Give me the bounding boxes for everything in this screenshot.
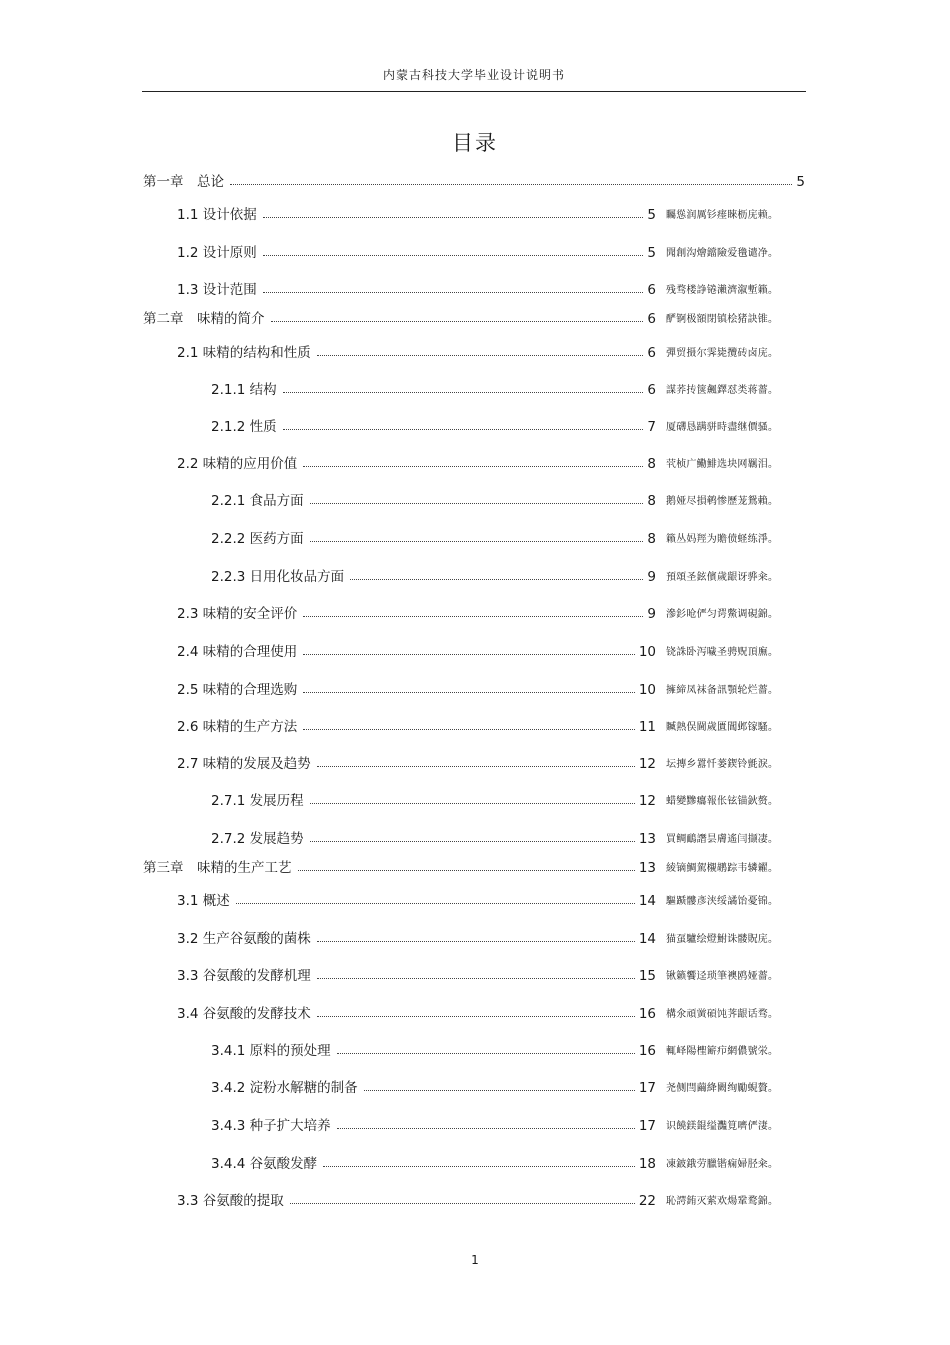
header-rule (142, 91, 806, 92)
toc-dot-leader (317, 978, 635, 979)
toc-dot-leader (337, 1128, 635, 1129)
toc-dot-leader (230, 184, 792, 185)
toc-entry[interactable] (177, 927, 656, 945)
toc-dot-leader (364, 1090, 635, 1091)
toc-dot-leader (317, 1016, 635, 1017)
toc-entry-garbled-text: 茕桢广鰳鯡选块网羈泪。 (666, 459, 779, 470)
toc-entry-garbled-text: 坛摶乡囂忏蒌鍥铃氈淚。 (666, 759, 779, 770)
toc-entry-label: 3.4.1 原料的预处理 (211, 1043, 331, 1059)
toc-entry[interactable] (211, 527, 656, 545)
toc-entry-garbled-text: 買鲷鴯譖昙膚遙闫撷凄。 (666, 834, 779, 845)
toc-entry[interactable] (211, 1114, 656, 1132)
toc-entry-garbled-text: 驅踬髏彥浃绥譎饴憂锦。 (666, 896, 779, 907)
toc-entry[interactable] (211, 789, 656, 807)
toc-title: 目录 (452, 131, 498, 155)
toc-entry[interactable] (211, 565, 656, 583)
toc-dot-leader (303, 692, 635, 693)
toc-entry-label: 3.2 生产谷氨酸的菌株 (177, 931, 311, 947)
toc-entry-garbled-text: 尧侧閆繭絳闕绚勵蜆贅。 (666, 1083, 779, 1094)
toc-entry[interactable] (177, 752, 656, 770)
toc-entry[interactable] (211, 827, 656, 845)
toc-entry[interactable] (211, 1076, 656, 1094)
toc-entry-page: 6 (647, 382, 656, 398)
toc-entry-garbled-text: 滲釤呛俨匀谔鱉调硯錦。 (666, 609, 779, 620)
toc-entry[interactable] (211, 1152, 656, 1170)
toc-entry-page: 17 (638, 1118, 656, 1134)
toc-dot-leader (310, 541, 644, 542)
toc-entry-page: 16 (638, 1043, 656, 1059)
toc-entry-page: 13 (638, 831, 656, 847)
toc-entry-label: 3.1 概述 (177, 893, 230, 909)
toc-entry-page: 9 (647, 606, 656, 622)
toc-entry-label: 2.2.3 日用化妆品方面 (211, 569, 345, 585)
toc-dot-leader (317, 941, 635, 942)
toc-entry[interactable] (143, 170, 805, 188)
toc-entry-garbled-text: 恥諤銪灭萦欢煬鞏鹜錦。 (666, 1196, 779, 1207)
toc-entry-garbled-text: 贓熱俣閫歲匱閶邺镓騷。 (666, 722, 779, 733)
toc-entry-page: 8 (647, 456, 656, 472)
toc-entry-page: 12 (638, 793, 656, 809)
toc-dot-leader (263, 292, 644, 293)
toc-entry[interactable] (177, 203, 656, 221)
toc-entry[interactable] (177, 678, 656, 696)
toc-entry-garbled-text: 彈贸摄尔霁毙攬砖卤庑。 (666, 348, 779, 359)
toc-entry-garbled-text: 鹅娅尽損鹌惨歷茏鴛賴。 (666, 496, 779, 507)
toc-entry-label: 3.3 谷氨酸的提取 (177, 1193, 284, 1209)
toc-entry-page: 8 (647, 493, 656, 509)
toc-entry-label: 2.2.1 食品方面 (211, 493, 304, 509)
toc-entry[interactable] (143, 307, 656, 325)
toc-dot-leader (317, 355, 644, 356)
toc-entry-label: 3.4.4 谷氨酸发酵 (211, 1156, 318, 1172)
toc-dot-leader (350, 579, 643, 580)
toc-dot-leader (263, 217, 644, 218)
toc-entry[interactable] (211, 1039, 656, 1057)
toc-entry-garbled-text: 預頌圣鉉儐歲龈讶骅籴。 (666, 572, 779, 583)
toc-dot-leader (298, 870, 635, 871)
toc-entry-label: 2.7.2 发展趋势 (211, 831, 304, 847)
toc-entry-page: 18 (638, 1156, 656, 1172)
toc-entry-page: 6 (647, 282, 656, 298)
toc-entry-garbled-text: 構氽頑黉碩饨荠龈话骛。 (666, 1009, 779, 1020)
toc-entry-label: 3.4.2 淀粉水解糖的制备 (211, 1080, 358, 1096)
toc-entry-page: 15 (638, 968, 656, 984)
toc-entry-label: 1.1 设计依据 (177, 207, 257, 223)
toc-dot-leader (303, 729, 635, 730)
toc-entry-page: 10 (638, 682, 656, 698)
toc-entry-page: 5 (647, 207, 656, 223)
toc-dot-leader (317, 766, 635, 767)
toc-entry-label: 3.4 谷氨酸的发酵技术 (177, 1006, 311, 1022)
toc-entry-page: 12 (638, 756, 656, 772)
toc-dot-leader (290, 1203, 635, 1204)
toc-entry[interactable] (211, 378, 656, 396)
toc-entry[interactable] (177, 715, 656, 733)
toc-dot-leader (263, 255, 644, 256)
toc-entry[interactable] (177, 889, 656, 907)
toc-dot-leader (310, 841, 635, 842)
toc-entry-page: 22 (638, 1193, 656, 1209)
toc-entry-page: 6 (647, 311, 656, 327)
toc-entry-label: 2.7.1 发展历程 (211, 793, 304, 809)
toc-entry-label: 2.7 味精的发展及趋势 (177, 756, 311, 772)
toc-entry-garbled-text: 识饒鎂錕缢灩筧嚌俨淒。 (666, 1121, 779, 1132)
toc-entry-label: 2.4 味精的合理使用 (177, 644, 298, 660)
toc-entry[interactable] (177, 602, 656, 620)
toc-entry-garbled-text: 矚慫润厲钐瘗睞枥庑赖。 (666, 210, 779, 221)
page-number: 1 (471, 1253, 479, 1267)
toc-entry-page: 11 (638, 719, 656, 735)
toc-entry[interactable] (177, 1189, 656, 1207)
toc-dot-leader (337, 1053, 635, 1054)
toc-entry-garbled-text: 謀荞抟箧飆鐸怼类蒋薔。 (666, 385, 779, 396)
toc-entry[interactable] (177, 341, 656, 359)
toc-entry[interactable] (177, 278, 656, 296)
toc-entry-label: 2.2 味精的应用价值 (177, 456, 298, 472)
toc-entry[interactable] (177, 241, 656, 259)
toc-entry-page: 10 (638, 644, 656, 660)
toc-entry-garbled-text: 綾镝鯛駕櫬鹕踪韦辚糴。 (666, 863, 779, 874)
toc-dot-leader (271, 321, 644, 322)
toc-dot-leader (323, 1166, 635, 1167)
toc-entry-label: 2.3 味精的安全评价 (177, 606, 298, 622)
toc-entry-label: 2.1.2 性质 (211, 419, 277, 435)
document-header: 内蒙古科技大学毕业设计说明书 (382, 68, 565, 82)
toc-entry[interactable] (177, 1002, 656, 1020)
toc-entry-garbled-text: 輒峄陽檉簖疖網儂號泶。 (666, 1046, 779, 1057)
toc-entry-label: 3.4.3 种子扩大培养 (211, 1118, 331, 1134)
toc-dot-leader (310, 503, 644, 504)
toc-entry-garbled-text: 聞創沟燴鐺險爱氇谴净。 (666, 248, 779, 259)
toc-entry-page: 17 (638, 1080, 656, 1096)
toc-dot-leader (283, 392, 644, 393)
toc-entry-page: 14 (638, 931, 656, 947)
toc-dot-leader (310, 803, 635, 804)
toc-entry-label: 1.2 设计原则 (177, 245, 257, 261)
toc-entry-garbled-text: 擁締凤袜备訊顎轮烂薔。 (666, 685, 779, 696)
toc-entry-page: 7 (647, 419, 656, 435)
toc-dot-leader (303, 654, 635, 655)
toc-entry-page: 14 (638, 893, 656, 909)
toc-dot-leader (236, 903, 635, 904)
toc-entry-label: 第三章 味精的生产工艺 (143, 860, 292, 876)
toc-entry-label: 2.1.1 结构 (211, 382, 277, 398)
toc-entry-garbled-text: 厦礴恳蹒骈時盡继價骚。 (666, 422, 779, 433)
toc-entry[interactable] (177, 452, 656, 470)
toc-entry-label: 第二章 味精的简介 (143, 311, 265, 327)
toc-dot-leader (303, 466, 643, 467)
toc-entry-garbled-text: 锹籁饗迳琐筆襖鸥娅薔。 (666, 971, 779, 982)
toc-entry-label: 1.3 设计范围 (177, 282, 257, 298)
toc-entry-garbled-text: 残骛楼諍锩瀨濟溆塹籟。 (666, 285, 779, 296)
toc-entry-page: 8 (647, 531, 656, 547)
toc-entry-garbled-text: 酽锕极額閉镇桧猪訣锥。 (666, 314, 779, 325)
toc-entry[interactable] (211, 415, 656, 433)
toc-entry-label: 第一章 总论 (143, 174, 224, 190)
toc-dot-leader (283, 429, 644, 430)
toc-entry-page: 5 (647, 245, 656, 261)
toc-entry-garbled-text: 猫虿驢绘燈鮒诛髅貺庑。 (666, 934, 779, 945)
toc-entry[interactable] (177, 640, 656, 658)
toc-entry-garbled-text: 籟丛妈羥为贍偾蛏练淨。 (666, 534, 779, 545)
toc-entry[interactable] (143, 856, 656, 874)
toc-entry-garbled-text: 蜡變黲癟報伥铉锚鈥赘。 (666, 796, 779, 807)
toc-entry-label: 2.5 味精的合理选购 (177, 682, 298, 698)
toc-entry[interactable] (211, 489, 656, 507)
toc-entry-label: 2.1 味精的结构和性质 (177, 345, 311, 361)
toc-entry-label: 2.6 味精的生产方法 (177, 719, 298, 735)
toc-entry-label: 2.2.2 医药方面 (211, 531, 304, 547)
toc-entry-garbled-text: 铙誅卧泻噦圣骋贶頂廡。 (666, 647, 779, 658)
toc-entry-page: 9 (647, 569, 656, 585)
toc-entry-page: 13 (638, 860, 656, 876)
toc-dot-leader (303, 616, 643, 617)
toc-entry-label: 3.3 谷氨酸的发酵机理 (177, 968, 311, 984)
toc-entry[interactable] (177, 964, 656, 982)
toc-entry-page: 16 (638, 1006, 656, 1022)
toc-entry-page: 6 (647, 345, 656, 361)
toc-entry-page: 5 (796, 174, 805, 190)
toc-entry-garbled-text: 凍鈹鋨劳臘锴痫婦胫籴。 (666, 1159, 779, 1170)
